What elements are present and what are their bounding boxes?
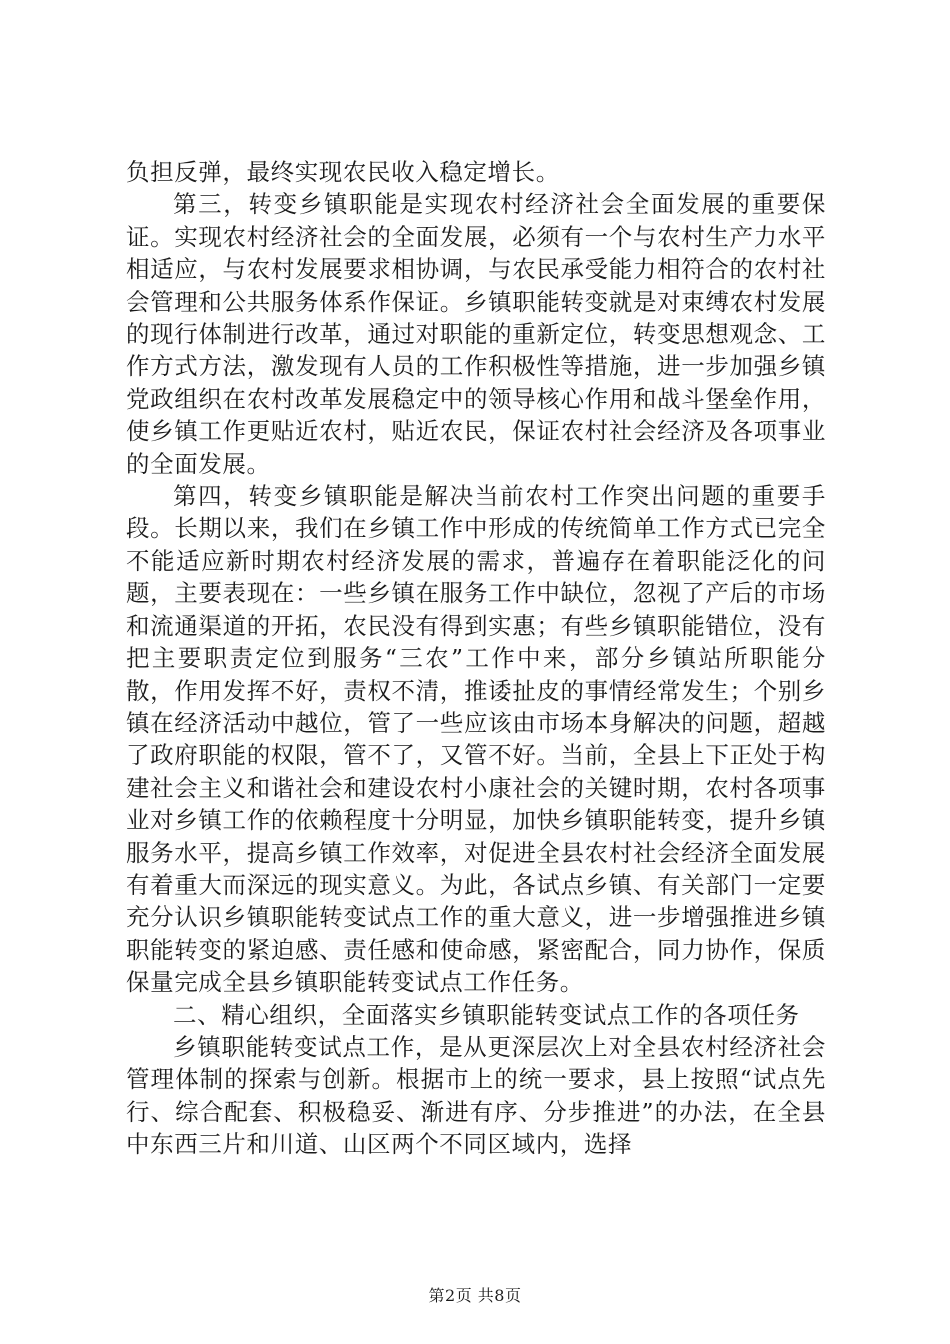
section-heading: 二、精心组织，全面落实乡镇职能转变试点工作的各项任务 bbox=[173, 1000, 800, 1029]
document-body bbox=[126, 156, 826, 1161]
paragraph-2: 第三，转变乡镇职能是实现农村经济社会全面发展的重要保证。实现农村经济社会的全面发展，必须有一个与农村生产力水平相适应，与农村发展要求相协调，与农民承受能力相符合的农村社会管理和公共服务体系作保证。乡镇职能转变就是对束缚农村发展的现行体制进行改革，通过对职能的重新定位，转变思想观念、工作方式方法，激发现有人员的工作积极性等措施，进一步加强乡镇党政组织在农村改革发展稳定中的领导核心作用和战斗堡垒作用，使乡镇工作更贴近农村，贴近农民，保证农村社会经济及各项事业的全面发展。 bbox=[126, 190, 826, 478]
paragraph-4: 乡镇职能转变试点工作，是从更深层次上对全县农村经济社会管理体制的探索与创新。根据市上的统一要求，县上按照“试点先行、综合配套、积极稳妥、渐进有序、分步推进”的办法，在全县中东西三片和川道、山区两个不同区域内，选择 bbox=[126, 1032, 826, 1159]
paragraph-1: 负担反弹，最终实现农民收入稳定增长。 bbox=[126, 158, 560, 186]
page-number-footer: 第2页 共8页 bbox=[428, 1286, 522, 1305]
paragraph-3: 第四，转变乡镇职能是解决当前农村工作突出问题的重要手段。长期以来，我们在乡镇工作中形成的传统简单工作方式已完全不能适应新时期农村经济发展的需求，普遍存在着职能泛化的问题，主要表现在：一些乡镇在服务工作中缺位，忽视了产后的市场和流通渠道的开拓，农民没有得到实惠；有些乡镇职能错位，没有把主要职责定位到服务“三农”工作中来，部分乡镇站所职能分散，作用发挥不好，责权不清，推诿扯皮的事情经常发生；个别乡镇在经济活动中越位，管了一些应该由市场本身解决的问题，超越了政府职能的权限，管不了，又管不好。当前，全县上下正处于构建社会主义和谐社会和建设农村小康社会的关键时期，农村各项事业对乡镇工作的依赖程度十分明显，加快乡镇职能转变，提升乡镇服务水平，提高乡镇工作效率，对促进全县农村社会经济全面发展有着重大而深远的现实意义。为此，各试点乡镇、有关部门一定要充分认识乡镇职能转变试点工作的重大意义，进一步增强推进乡镇职能转变的紧迫感、责任感和使命感，紧密配合，同力协作，保质保量完成全县乡镇职能转变试点工作任务。 bbox=[126, 482, 826, 997]
